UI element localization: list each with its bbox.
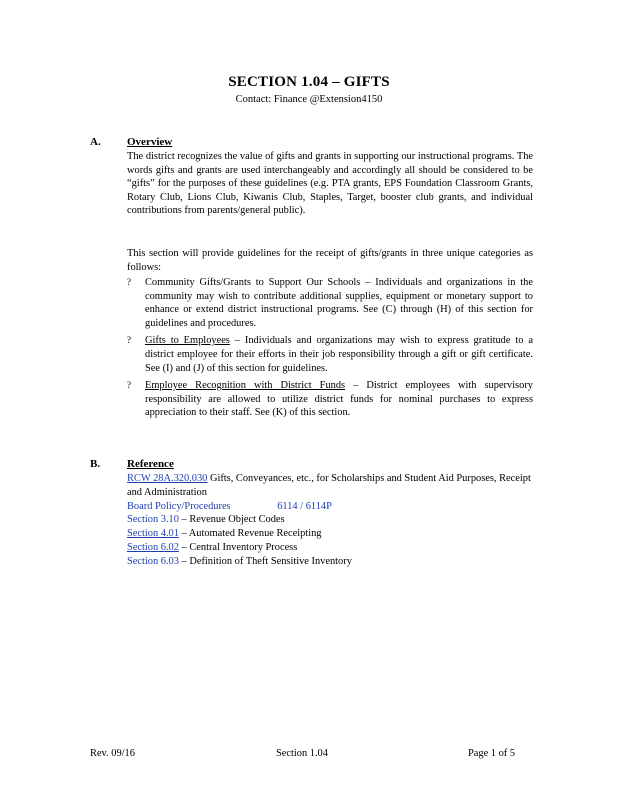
reference-text: – Revenue Object Codes — [178, 514, 285, 526]
bullet-mark: ? — [127, 277, 131, 287]
reference-link[interactable]: RCW 28A.320.030 — [127, 473, 208, 484]
reference-text: Gifts, Conveyances, etc., for Scholarships and Student Aid Purposes, Receipt and Administration — [127, 473, 531, 498]
footer-revision: Rev. 09/16 — [90, 748, 135, 759]
overview-paragraph: The district recognizes the value of gifts and grants in supporting our instructional programs. The words gifts and grants are used interchangeably and accordingly all should be considered to be “gifts” for the purposes of these guidelines (e.g. PTA grants, EPS Foundation Classroom Grants, Rotary Club, Lions Club, Kiwanis Club, Staples, Target, booster club grants, and individual contributions from parents/general public). — [127, 151, 533, 217]
reference-link-secondary[interactable]: 6114 / 6114P — [277, 500, 332, 512]
reference-link[interactable]: Section 4.01 — [127, 528, 179, 540]
contact-line: Contact: Finance @Extension4150 — [235, 94, 383, 105]
footer-page-number: Page 1 of 5 — [468, 748, 516, 759]
reference-item — [127, 527, 533, 541]
reference-item — [127, 472, 533, 500]
section-b-letter: B. — [90, 458, 101, 470]
bullet-mark: ? — [127, 380, 131, 391]
page-title: SECTION 1.04 – GIFTS — [228, 74, 390, 90]
bullet-text: – Individuals and organizations may wish to express gratitude to a district employee for their efforts in their job responsibility through a gift or gift certificate. See (I) and (J) of this section for guidelines. — [145, 335, 533, 374]
bullet-lead: Employee Recognition with District Funds — [145, 380, 346, 392]
bullet-lead: Community Gifts/Grants to Support Our Schools — [145, 277, 361, 288]
footer-section: Section 1.04 — [276, 748, 328, 759]
reference-item — [127, 500, 533, 514]
section-a-heading: Overview — [127, 136, 173, 148]
category-list — [127, 276, 533, 420]
reference-text: – Automated Revenue Receipting — [178, 528, 322, 540]
reference-link[interactable]: Section 3.10 — [127, 514, 179, 526]
reference-link[interactable]: Section 6.02 — [127, 541, 179, 553]
reference-item — [127, 555, 533, 569]
categories-intro: This section will provide guidelines for the receipt of gifts/grants in three unique categories as follows: — [127, 248, 533, 273]
reference-item — [127, 513, 533, 527]
bullet-mark: ? — [127, 335, 131, 346]
bullet-text: – District employees with supervisory responsibility are allowed to utilize district funds for nominal purchases to express appreciation to their staff. See (K) of this section. — [145, 380, 533, 419]
reference-link[interactable]: Section 6.03 — [127, 555, 179, 567]
section-b-heading: Reference — [127, 458, 174, 470]
list-item — [127, 276, 533, 330]
reference-list — [127, 472, 533, 569]
bullet-lead: Gifts to Employees — [145, 335, 230, 347]
bullet-text: – Individuals and organizations in the community may wish to contribute additional supplies, equipment or monetary support to enhance or extend district instructional programs. See (C) through (H) of this section for guidelines and procedures. — [145, 277, 533, 329]
list-item — [127, 334, 533, 375]
reference-text: – Central Inventory Process — [178, 541, 298, 553]
list-item — [127, 379, 533, 420]
section-a-letter: A. — [90, 136, 101, 148]
reference-item — [127, 541, 533, 555]
reference-link[interactable]: Board Policy/Procedures — [127, 500, 231, 512]
reference-text: – Definition of Theft Sensitive Inventory — [178, 555, 352, 567]
